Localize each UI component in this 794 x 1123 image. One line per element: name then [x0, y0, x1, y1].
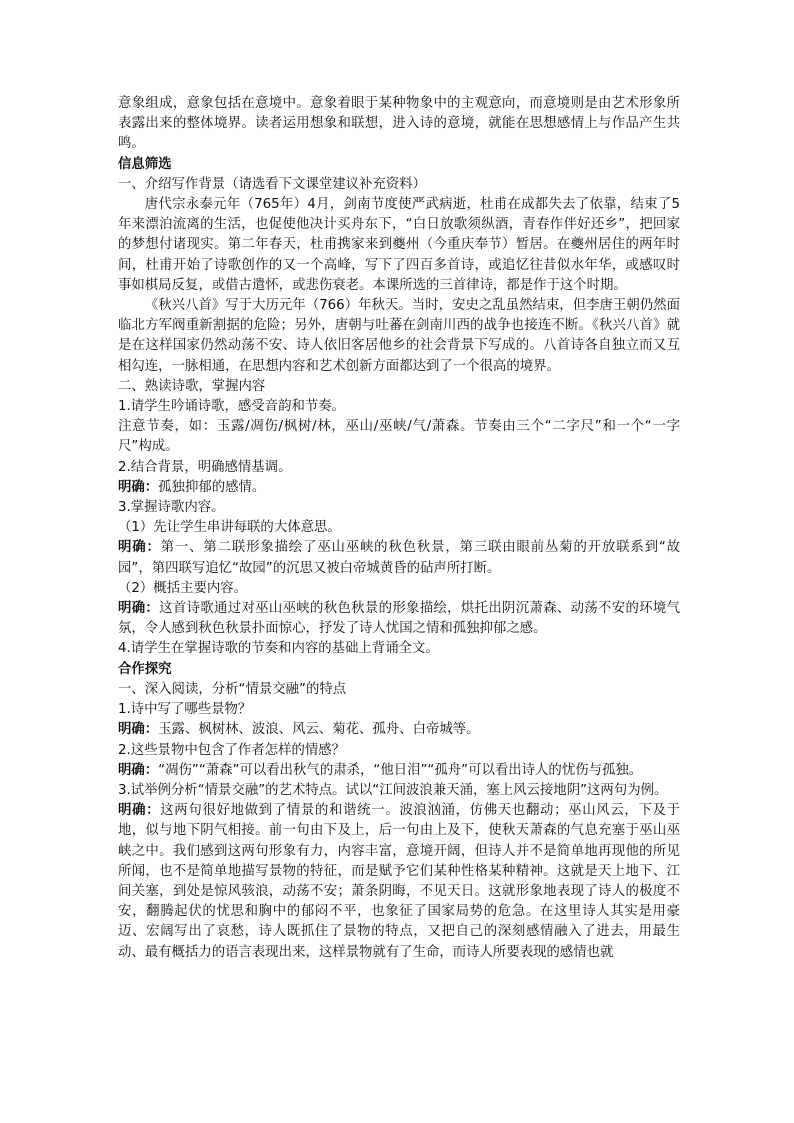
answer-paragraph: [118, 538, 680, 578]
body-paragraph: 1.请学生吟诵诗歌，感受音韵和节奏。: [118, 399, 346, 415]
body-paragraph: （2）概括主要内容。: [118, 580, 248, 596]
answer-paragraph: [118, 599, 680, 639]
answer-text: 这两句很好地做到了情景的和谐统一。波浪汹涌，仿佛天也翻动；巫山风云，下及于地，似与地下阴气相接。前一句由下及上，后一句由上及下，使秋天萧森的气息充塞于巫山巫峡之中。我们感到这两句形象有力，内容丰富，意境开阔，但诗人并不是简单地再现他的所见所闻，也不是简单地描写景物的特征，而是赋予它们某种性格某种精神。这就是天上地下、江间关塞，到处是惊风骇浪，动荡不安；萧条阴晦，不见天日。这就形象地表现了诗人的极度不安，翻腾起伏的忧思和胸中的郁闷不平，也象征了国家局势的危急。在这里诗人其实是用豪迈、宏阔写出了哀愁，诗人既抓住了景物的特点，又把自己的深刻感情融入了进去，用最生动、最有概括力的语言表现出来，这样景物就有了生命，而诗人所要表现的感情也就: [118, 803, 680, 960]
answer-label: 明确：: [118, 479, 159, 495]
body-paragraph: 1.诗中写了哪些景物？: [118, 702, 252, 718]
answer-text: 孤独抑郁的感情。: [158, 479, 266, 495]
body-paragraph: 一、深入阅读，分析“情景交融”的特点: [118, 681, 347, 697]
answer-paragraph: [118, 720, 680, 740]
section-heading: 合作探究: [118, 661, 172, 677]
body-paragraph: 3.试举例分析“情景交融”的艺术特点。试以“江间波浪兼天涌，塞上风云接地阴”这两句为例。: [118, 782, 668, 798]
body-paragraph: 《秋兴八首》写于大历元年（766）年秋天。当时，安史之乱虽然结束，但李唐王朝仍然面临北方军阀重新割据的危险；另外，唐朝与吐蕃在剑南川西的战争也接连不断。《秋兴八首》就是在这样国家仍然动荡不安、诗人依旧客居他乡的社会背景下写成的。八首诗各自独立而又互相勾连，一脉相通，在思想内容和艺术创新方面都达到了一个很高的境界。: [118, 298, 680, 374]
section-heading: 信息筛选: [118, 156, 172, 172]
answer-label: 明确：: [118, 722, 159, 738]
answer-text: 这首诗歌通过对巫山巫峡的秋色秋景的形象描绘，烘托出阴沉萧森、动荡不安的环境气氛，令人感到秋色秋景扑面惊心，抒发了诗人忧国之情和孤独抑郁之感。: [118, 601, 681, 637]
body-paragraph: 唐代宗永泰元年（765年）4月，剑南节度使严武病逝，杜甫在成都失去了依靠，结束了5年来漂泊流离的生活，也促使他决计买舟东下，“白日放歌须纵酒，青春作伴好还乡”，把回家的梦想付诸现实。第二年春天，杜甫携家来到夔州（今重庆奉节）暂居。在夔州居住的两年时间，杜甫开始了诗歌创作的又一个高峰，写下了四百多首诗，或追忆往昔似水年华，或感叹时事如棋局反复，或借古遣怀，或悲伤衰老。本课所选的三首律诗，都是作于这个时期。: [118, 197, 680, 293]
body-paragraph: 2.这些景物中包含了作者怎样的情感？: [118, 742, 346, 758]
body-paragraph: 注意节奏，如：玉露/凋伤/枫树/林，巫山/巫峡/气/萧森。节奏由三个“二字尺”和一个“一字尺”构成。: [118, 419, 680, 455]
document-page: [118, 94, 680, 963]
body-paragraph: 意象组成，意象包括在意境中。意象着眼于某种物象中的主观意向，而意境则是由艺术形象所表露出来的整体境界。读者运用想象和联想，进入诗的意境，就能在思想感情上与作品产生共鸣。: [118, 96, 680, 152]
body-paragraph: 一、介绍写作背景（请选看下文课堂建议补充资料）: [118, 176, 426, 192]
answer-label: 明确：: [118, 762, 159, 778]
body-paragraph: 4.请学生在掌握诗歌的节奏和内容的基础上背诵全文。: [118, 641, 439, 657]
answer-text: “凋伤”“萧森”可以看出秋气的肃杀，“他日泪”“孤舟”可以看出诗人的忧伤与孤独。: [158, 762, 643, 778]
body-paragraph: （1）先让学生串讲每联的大体意思。: [118, 520, 341, 536]
answer-label: 明确：: [118, 803, 161, 819]
answer-text: 玉露、枫树林、波浪、风云、菊花、孤舟、白帝城等。: [158, 722, 480, 738]
body-paragraph: 3.掌握诗歌内容。: [118, 500, 225, 516]
answer-label: 明确：: [118, 540, 161, 556]
answer-text: 第一、第二联形象描绘了巫山巫峡的秋色秋景，第三联由眼前丛菊的开放联系到“故园”，第四联写追忆“故园”的沉思又被白帝城黄昏的砧声所打断。: [118, 540, 681, 576]
answer-paragraph: [118, 761, 680, 781]
body-paragraph: 二、熟读诗歌，掌握内容: [118, 378, 266, 394]
answer-label: 明确：: [118, 601, 160, 617]
answer-paragraph: [118, 801, 680, 963]
answer-paragraph: [118, 478, 680, 498]
body-paragraph: 2.结合背景，明确感情基调。: [118, 459, 292, 475]
